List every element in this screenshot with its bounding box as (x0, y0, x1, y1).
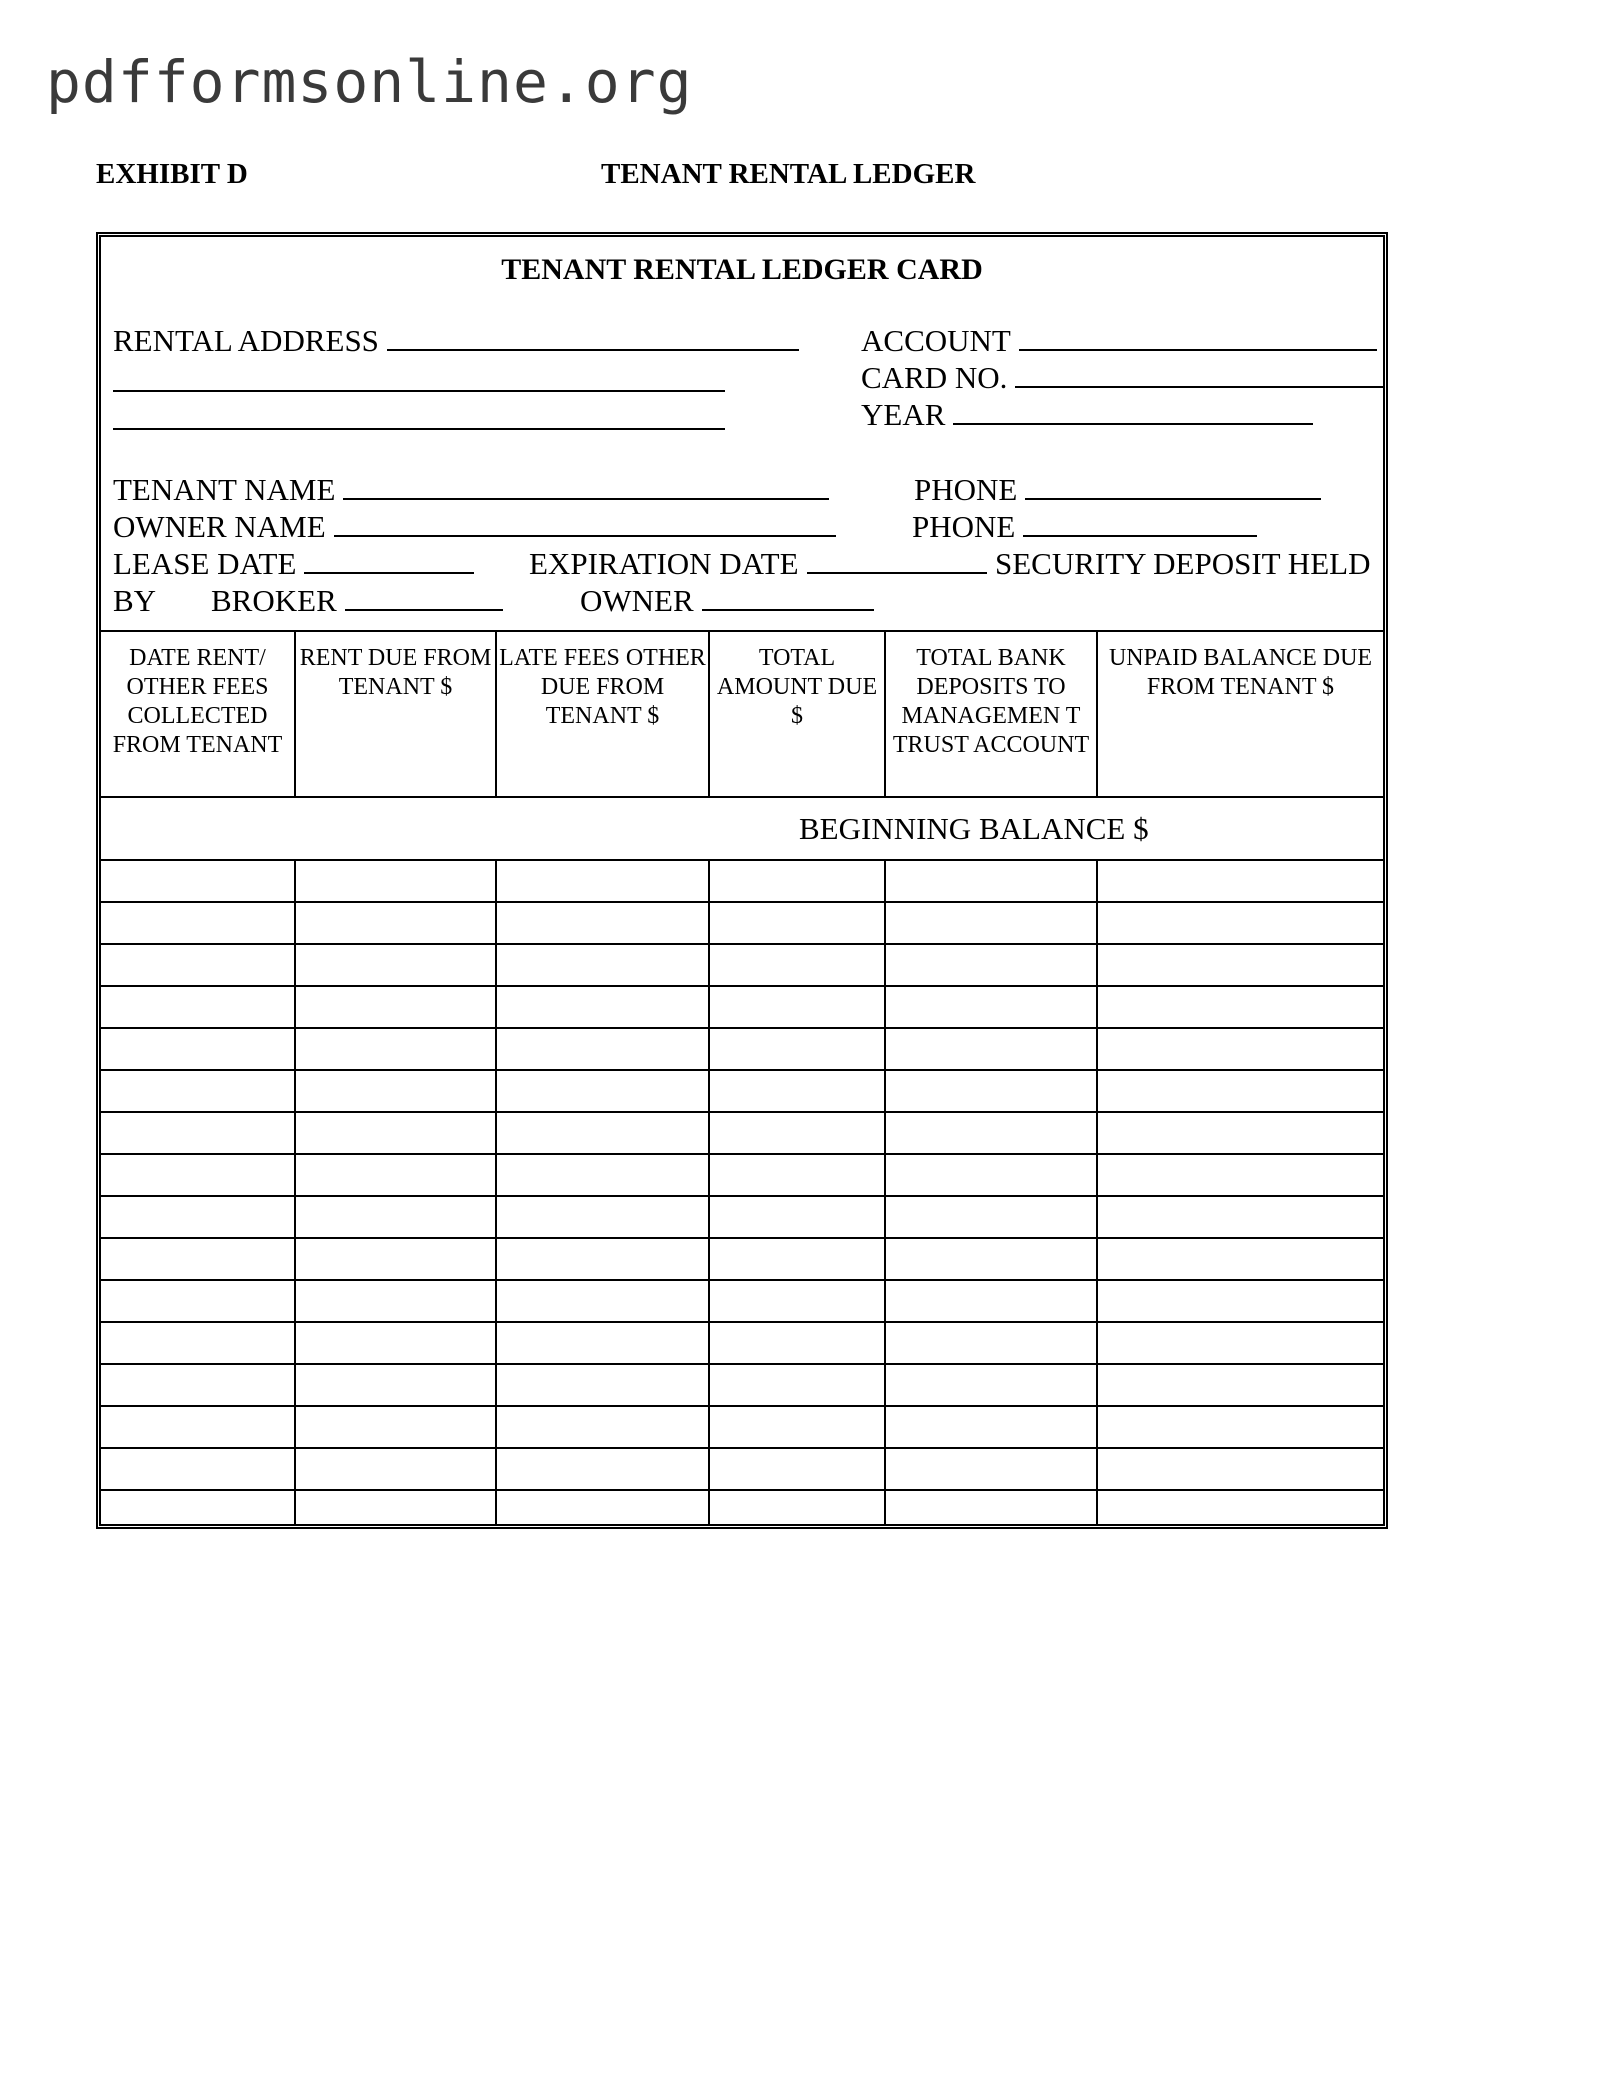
ledger-cell[interactable] (496, 1280, 709, 1322)
year-field[interactable] (861, 397, 1313, 433)
ledger-cell[interactable] (295, 1406, 496, 1448)
ledger-row (101, 944, 1383, 986)
ledger-cell[interactable] (101, 902, 295, 944)
phone-field-1[interactable] (914, 472, 1321, 508)
ledger-cell[interactable] (101, 1406, 295, 1448)
ledger-cell[interactable] (709, 1028, 885, 1070)
ledger-cell[interactable] (496, 1448, 709, 1490)
ledger-cell[interactable] (885, 1322, 1097, 1364)
ledger-cell[interactable] (885, 902, 1097, 944)
ledger-cell[interactable] (709, 1154, 885, 1196)
ledger-cell[interactable] (295, 1280, 496, 1322)
ledger-table (101, 630, 1383, 1524)
ledger-cell[interactable] (496, 860, 709, 902)
ledger-row (101, 1406, 1383, 1448)
ledger-row (101, 1238, 1383, 1280)
ledger-cell[interactable] (1097, 1154, 1383, 1196)
ledger-cell[interactable] (496, 986, 709, 1028)
ledger-cell[interactable] (709, 1322, 885, 1364)
ledger-cell[interactable] (295, 1028, 496, 1070)
ledger-cell[interactable] (709, 1238, 885, 1280)
ledger-row (101, 860, 1383, 902)
exhibit-label: EXHIBIT D (96, 158, 248, 190)
column-header-rent-due: RENT DUE FROM TENANT $ (295, 631, 496, 797)
ledger-cell[interactable] (496, 944, 709, 986)
ledger-cell[interactable] (295, 1322, 496, 1364)
broker-line[interactable] (345, 583, 503, 611)
document-title: TENANT RENTAL LEDGER (601, 158, 976, 190)
rental-address-field[interactable] (113, 323, 799, 359)
ledger-cell[interactable] (496, 1028, 709, 1070)
ledger-row (101, 1448, 1383, 1490)
card-no-label: CARD NO. (861, 360, 1008, 395)
by-label: BY (113, 583, 157, 618)
card-no-field[interactable] (861, 360, 1383, 396)
column-header-date-collected: DATE RENT/ OTHER FEES COLLECTED FROM TENANT (101, 631, 295, 797)
ledger-row (101, 1154, 1383, 1196)
ledger-cell[interactable] (1097, 944, 1383, 986)
ledger-cell[interactable] (295, 1490, 496, 1524)
ledger-cell[interactable] (1097, 860, 1383, 902)
ledger-cell[interactable] (709, 1280, 885, 1322)
ledger-cell[interactable] (101, 1112, 295, 1154)
ledger-cell[interactable] (885, 944, 1097, 986)
ledger-header-row (101, 631, 1383, 797)
ledger-row (101, 1028, 1383, 1070)
ledger-cell[interactable] (885, 1196, 1097, 1238)
owner-name-line[interactable] (334, 509, 836, 537)
ledger-cell[interactable] (101, 1196, 295, 1238)
ledger-cell[interactable] (709, 1070, 885, 1112)
card-title: TENANT RENTAL LEDGER CARD (501, 253, 983, 286)
column-header-bank-deposits: TOTAL BANK DEPOSITS TO MANAGEMEN T TRUST ACCOUNT (885, 631, 1097, 797)
ledger-cell[interactable] (1097, 1238, 1383, 1280)
account-field[interactable] (861, 323, 1377, 359)
ledger-row (101, 1196, 1383, 1238)
lease-date-field[interactable] (113, 546, 474, 582)
ledger-cell[interactable] (1097, 1280, 1383, 1322)
rental-address-line[interactable] (387, 323, 799, 351)
owner-line[interactable] (702, 583, 874, 611)
ledger-cell[interactable] (1097, 1322, 1383, 1364)
ledger-cell[interactable] (1097, 986, 1383, 1028)
phone-line-2[interactable] (1023, 509, 1257, 537)
ledger-cell[interactable] (1097, 902, 1383, 944)
ledger-cell[interactable] (885, 1280, 1097, 1322)
ledger-cell[interactable] (496, 902, 709, 944)
expiration-date-line[interactable] (807, 546, 987, 574)
ledger-cell[interactable] (295, 902, 496, 944)
owner-field[interactable] (580, 583, 874, 619)
ledger-cell[interactable] (709, 1490, 885, 1524)
ledger-cell[interactable] (101, 1070, 295, 1112)
ledger-cell[interactable] (295, 1448, 496, 1490)
ledger-cell[interactable] (295, 860, 496, 902)
ledger-row (101, 1490, 1383, 1524)
ledger-cell[interactable] (101, 1028, 295, 1070)
ledger-card (96, 232, 1388, 1529)
ledger-cell[interactable] (101, 1364, 295, 1406)
ledger-row (101, 1364, 1383, 1406)
ledger-cell[interactable] (101, 1322, 295, 1364)
ledger-cell[interactable] (101, 944, 295, 986)
column-header-late-fees: LATE FEES OTHER DUE FROM TENANT $ (496, 631, 709, 797)
ledger-cell[interactable] (709, 1406, 885, 1448)
account-label: ACCOUNT (861, 323, 1011, 358)
ledger-cell[interactable] (496, 1490, 709, 1524)
ledger-cell[interactable] (496, 1364, 709, 1406)
beginning-balance-label[interactable]: BEGINNING BALANCE $ (101, 797, 1383, 860)
ledger-cell[interactable] (496, 1238, 709, 1280)
ledger-cell[interactable] (885, 1070, 1097, 1112)
ledger-cell[interactable] (885, 1364, 1097, 1406)
ledger-cell[interactable] (885, 1154, 1097, 1196)
ledger-cell[interactable] (496, 1070, 709, 1112)
tenant-name-label: TENANT NAME (113, 472, 336, 507)
ledger-row (101, 902, 1383, 944)
ledger-cell[interactable] (295, 1154, 496, 1196)
ledger-cell[interactable] (1097, 1448, 1383, 1490)
ledger-cell[interactable] (1097, 1196, 1383, 1238)
beginning-balance-row (101, 797, 1383, 860)
ledger-cell[interactable] (496, 1196, 709, 1238)
column-header-total-due: TOTAL AMOUNT DUE $ (709, 631, 885, 797)
ledger-cell[interactable] (709, 1448, 885, 1490)
ledger-cell[interactable] (885, 986, 1097, 1028)
ledger-cell[interactable] (1097, 1406, 1383, 1448)
ledger-cell[interactable] (709, 1364, 885, 1406)
expiration-date-field[interactable] (529, 546, 987, 582)
ledger-cell[interactable] (1097, 1112, 1383, 1154)
ledger-cell[interactable] (709, 902, 885, 944)
ledger-cell[interactable] (496, 1406, 709, 1448)
ledger-cell[interactable] (295, 1364, 496, 1406)
ledger-cell[interactable] (496, 1322, 709, 1364)
ledger-cell[interactable] (101, 1280, 295, 1322)
ledger-cell[interactable] (885, 1448, 1097, 1490)
ledger-cell[interactable] (295, 1196, 496, 1238)
ledger-cell[interactable] (101, 1490, 295, 1524)
watermark-text: pdfformsonline.org (46, 48, 693, 116)
broker-field[interactable] (211, 583, 503, 619)
ledger-cell[interactable] (885, 860, 1097, 902)
ledger-cell[interactable] (295, 944, 496, 986)
tenant-name-line[interactable] (343, 472, 829, 500)
expiration-date-label: EXPIRATION DATE (529, 546, 799, 581)
owner-name-field[interactable] (113, 509, 836, 545)
ledger-cell[interactable] (709, 860, 885, 902)
phone-field-2[interactable] (912, 509, 1257, 545)
ledger-cell[interactable] (1097, 1028, 1383, 1070)
ledger-cell[interactable] (885, 1238, 1097, 1280)
ledger-cell[interactable] (101, 1238, 295, 1280)
ledger-cell[interactable] (885, 1406, 1097, 1448)
year-line[interactable] (953, 397, 1313, 425)
rental-address-label: RENTAL ADDRESS (113, 323, 379, 358)
owner-label: OWNER (580, 583, 694, 618)
ledger-cell[interactable] (1097, 1070, 1383, 1112)
tenant-name-field[interactable] (113, 472, 829, 508)
phone-label-1: PHONE (914, 472, 1018, 507)
account-line[interactable] (1019, 323, 1377, 351)
ledger-row (101, 986, 1383, 1028)
phone-line-1[interactable] (1025, 472, 1321, 500)
owner-name-label: OWNER NAME (113, 509, 326, 544)
ledger-cell[interactable] (101, 986, 295, 1028)
ledger-cell[interactable] (101, 1448, 295, 1490)
phone-label-2: PHONE (912, 509, 1016, 544)
ledger-cell[interactable] (709, 1196, 885, 1238)
ledger-cell[interactable] (295, 1070, 496, 1112)
lease-date-label: LEASE DATE (113, 546, 297, 581)
ledger-cell[interactable] (1097, 1490, 1383, 1524)
ledger-cell[interactable] (709, 944, 885, 986)
ledger-row (101, 1322, 1383, 1364)
ledger-cell[interactable] (1097, 1364, 1383, 1406)
ledger-row (101, 1070, 1383, 1112)
year-label: YEAR (861, 397, 946, 432)
ledger-cell[interactable] (885, 1490, 1097, 1524)
ledger-cell[interactable] (496, 1154, 709, 1196)
ledger-cell[interactable] (101, 1154, 295, 1196)
ledger-cell[interactable] (101, 860, 295, 902)
ledger-row (101, 1112, 1383, 1154)
ledger-cell[interactable] (295, 986, 496, 1028)
ledger-row (101, 1280, 1383, 1322)
lease-date-line[interactable] (304, 546, 474, 574)
broker-label: BROKER (211, 583, 337, 618)
card-no-line[interactable] (1015, 360, 1383, 388)
ledger-cell[interactable] (885, 1112, 1097, 1154)
ledger-cell[interactable] (885, 1028, 1097, 1070)
column-header-unpaid-balance: UNPAID BALANCE DUE FROM TENANT $ (1097, 631, 1383, 797)
security-deposit-label: SECURITY DEPOSIT HELD (995, 546, 1371, 581)
ledger-cell[interactable] (709, 1112, 885, 1154)
ledger-cell[interactable] (295, 1238, 496, 1280)
rental-address-line-3[interactable] (113, 428, 725, 430)
ledger-cell[interactable] (709, 986, 885, 1028)
rental-address-line-2[interactable] (113, 390, 725, 392)
ledger-cell[interactable] (295, 1112, 496, 1154)
ledger-cell[interactable] (496, 1112, 709, 1154)
